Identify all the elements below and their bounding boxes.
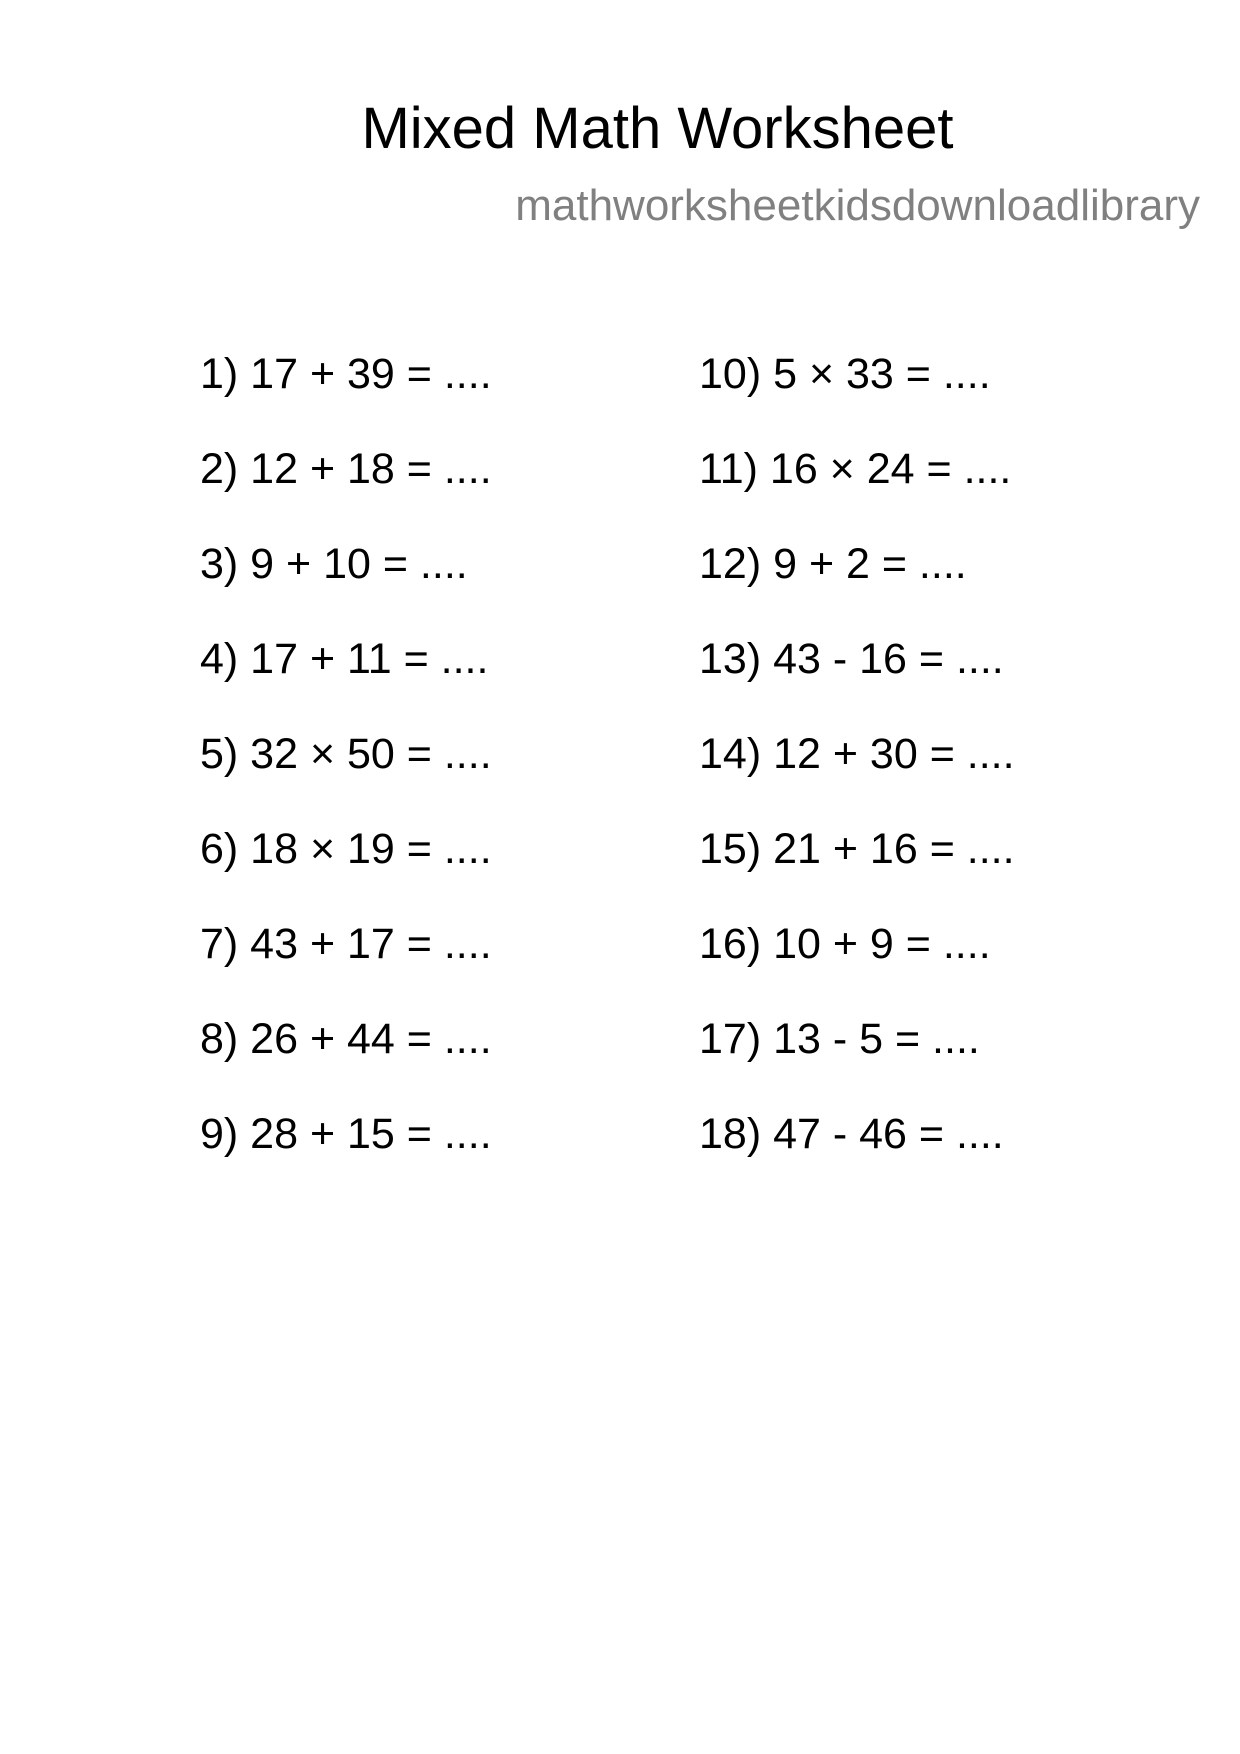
problem-9: 9) 28 + 15 = .... [200, 1110, 492, 1158]
problem-12: 12) 9 + 2 = .... [699, 540, 967, 588]
problem-14: 14) 12 + 30 = .... [699, 730, 1015, 778]
problem-6: 6) 18 × 19 = .... [200, 825, 492, 873]
problem-column-left [200, 348, 492, 1203]
problem-column-right [699, 348, 1015, 1203]
problem-16: 16) 10 + 9 = .... [699, 920, 991, 968]
problem-1: 1) 17 + 39 = .... [200, 350, 492, 398]
problem-2: 2) 12 + 18 = .... [200, 445, 492, 493]
problem-15: 15) 21 + 16 = .... [699, 825, 1015, 873]
problem-11: 11) 16 × 24 = .... [699, 445, 1012, 493]
problem-grid [0, 348, 1240, 1248]
problem-3: 3) 9 + 10 = .... [200, 540, 468, 588]
problem-4: 4) 17 + 11 = .... [200, 635, 489, 683]
problem-13: 13) 43 - 16 = .... [699, 635, 1004, 683]
problem-8: 8) 26 + 44 = .... [200, 1015, 492, 1063]
problem-17: 17) 13 - 5 = .... [699, 1015, 980, 1063]
worksheet-title: Mixed Math Worksheet [361, 96, 954, 161]
problem-10: 10) 5 × 33 = .... [699, 350, 991, 398]
problem-18: 18) 47 - 46 = .... [699, 1110, 1004, 1158]
worksheet-subtitle: mathworksheetkidsdownloadlibrary [515, 181, 1200, 230]
problem-7: 7) 43 + 17 = .... [200, 920, 492, 968]
problem-5: 5) 32 × 50 = .... [200, 730, 492, 778]
